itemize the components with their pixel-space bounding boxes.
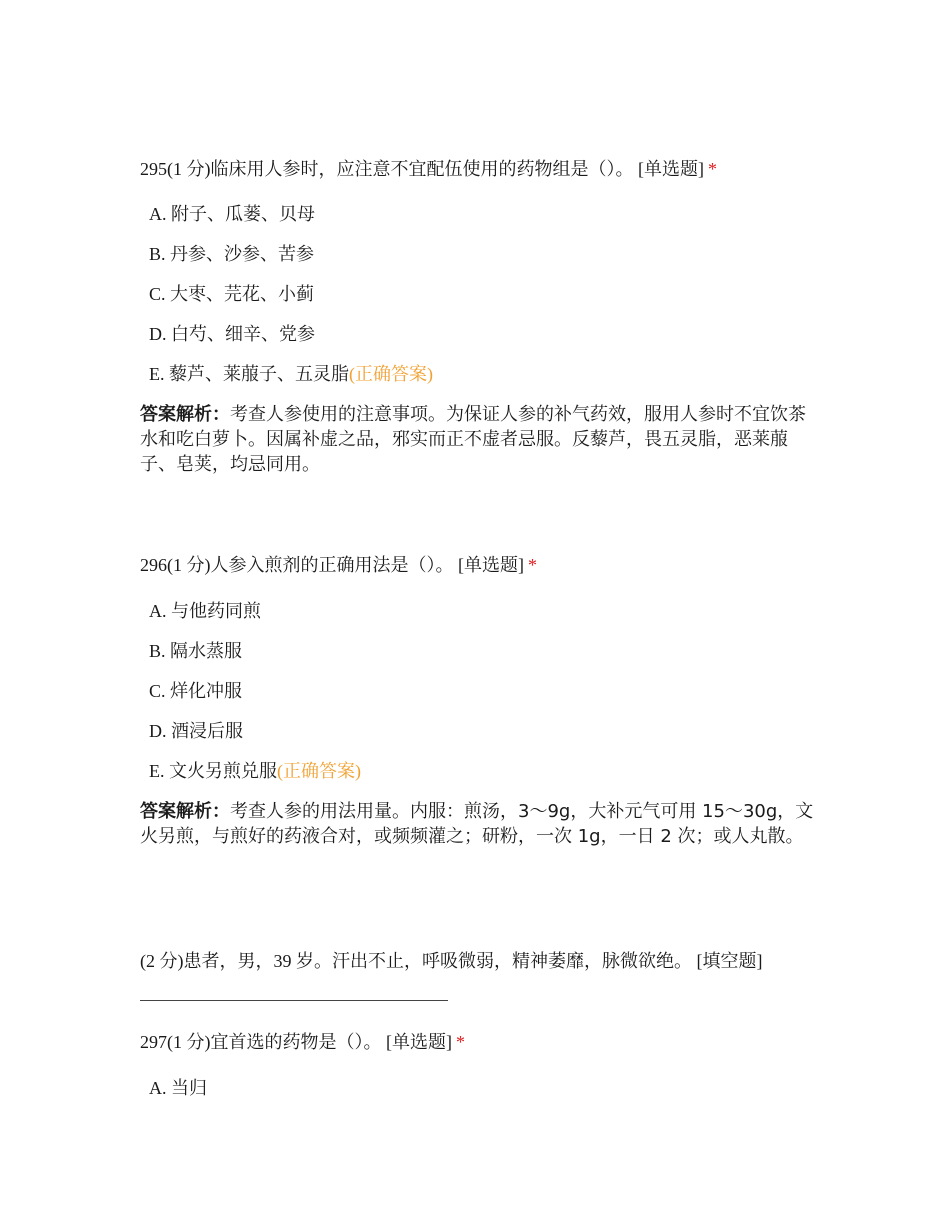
- fill-question-title: [140, 949, 763, 973]
- question-prefix: (2 分): [140, 951, 184, 971]
- question-type: [单选题]: [638, 159, 704, 179]
- question-295-option-a[interactable]: A. 附子、瓜蒌、贝母: [149, 204, 315, 224]
- question-296-option-b[interactable]: B. 隔水蒸服: [149, 641, 243, 661]
- question-296-option-a[interactable]: A. 与他药同煎: [149, 601, 261, 621]
- question-prefix: 295(1 分): [140, 159, 211, 179]
- analysis-text: 考查人参使用的注意事项。为保证人参的补气药效，服用人参时不宜饮茶水和吃白萝卜。因属补虚之品，邪实而正不虚者忌服。反藜芦，畏五灵脂，恶莱菔子、皂荚，均忌同用。: [140, 404, 806, 475]
- question-295-option-d[interactable]: D. 白芍、细辛、党参: [149, 324, 315, 344]
- analysis-label: 答案解析：: [140, 801, 230, 822]
- question-297-option-a[interactable]: A. 当归: [149, 1078, 207, 1098]
- question-296-option-c[interactable]: C. 烊化冲服: [149, 681, 243, 701]
- question-296-option-d[interactable]: D. 酒浸后服: [149, 721, 243, 741]
- question-295-option-b[interactable]: B. 丹参、沙参、苦参: [149, 244, 315, 264]
- required-marker: *: [528, 555, 537, 575]
- question-296-title: [140, 553, 537, 577]
- question-type: [单选题]: [458, 555, 524, 575]
- question-296-option-e[interactable]: [149, 759, 361, 783]
- question-prefix: 296(1 分): [140, 555, 211, 575]
- question-297-title: [140, 1030, 465, 1054]
- correct-answer-tag: (正确答案): [349, 364, 433, 384]
- question-295-option-e[interactable]: [149, 362, 433, 386]
- required-marker: *: [708, 159, 717, 179]
- question-type: [单选题]: [386, 1032, 452, 1052]
- question-296-analysis: [140, 799, 820, 849]
- option-label: E. 文火另煎兑服: [149, 761, 277, 781]
- question-prefix: 297(1 分): [140, 1032, 211, 1052]
- question-type: [填空题]: [696, 951, 763, 971]
- question-295-option-c[interactable]: C. 大枣、芫花、小蓟: [149, 284, 315, 304]
- analysis-label: 答案解析：: [140, 404, 230, 425]
- question-295-title: [140, 157, 717, 181]
- question-text: 人参入煎剂的正确用法是（）。: [210, 555, 454, 575]
- analysis-text: 考查人参的用法用量。内服：煎汤，3～9g，大补元气可用 15～30g，文火另煎，与煎好的药液合对，或频频灌之；研粉，一次 1g，一日 2 次；或人丸散。: [140, 801, 814, 847]
- correct-answer-tag: (正确答案): [277, 761, 361, 781]
- question-text: 宜首选的药物是（）。: [210, 1032, 382, 1052]
- option-label: E. 藜芦、莱菔子、五灵脂: [149, 364, 349, 384]
- question-text: 患者，男，39 岁。汗出不止，呼吸微弱，精神萎靡，脉微欲绝。: [183, 951, 692, 971]
- fill-answer-blank[interactable]: [140, 1000, 448, 1001]
- question-text: 临床用人参时，应注意不宜配伍使用的药物组是（）。: [210, 159, 634, 179]
- question-295-analysis: [140, 402, 820, 477]
- required-marker: *: [456, 1032, 465, 1052]
